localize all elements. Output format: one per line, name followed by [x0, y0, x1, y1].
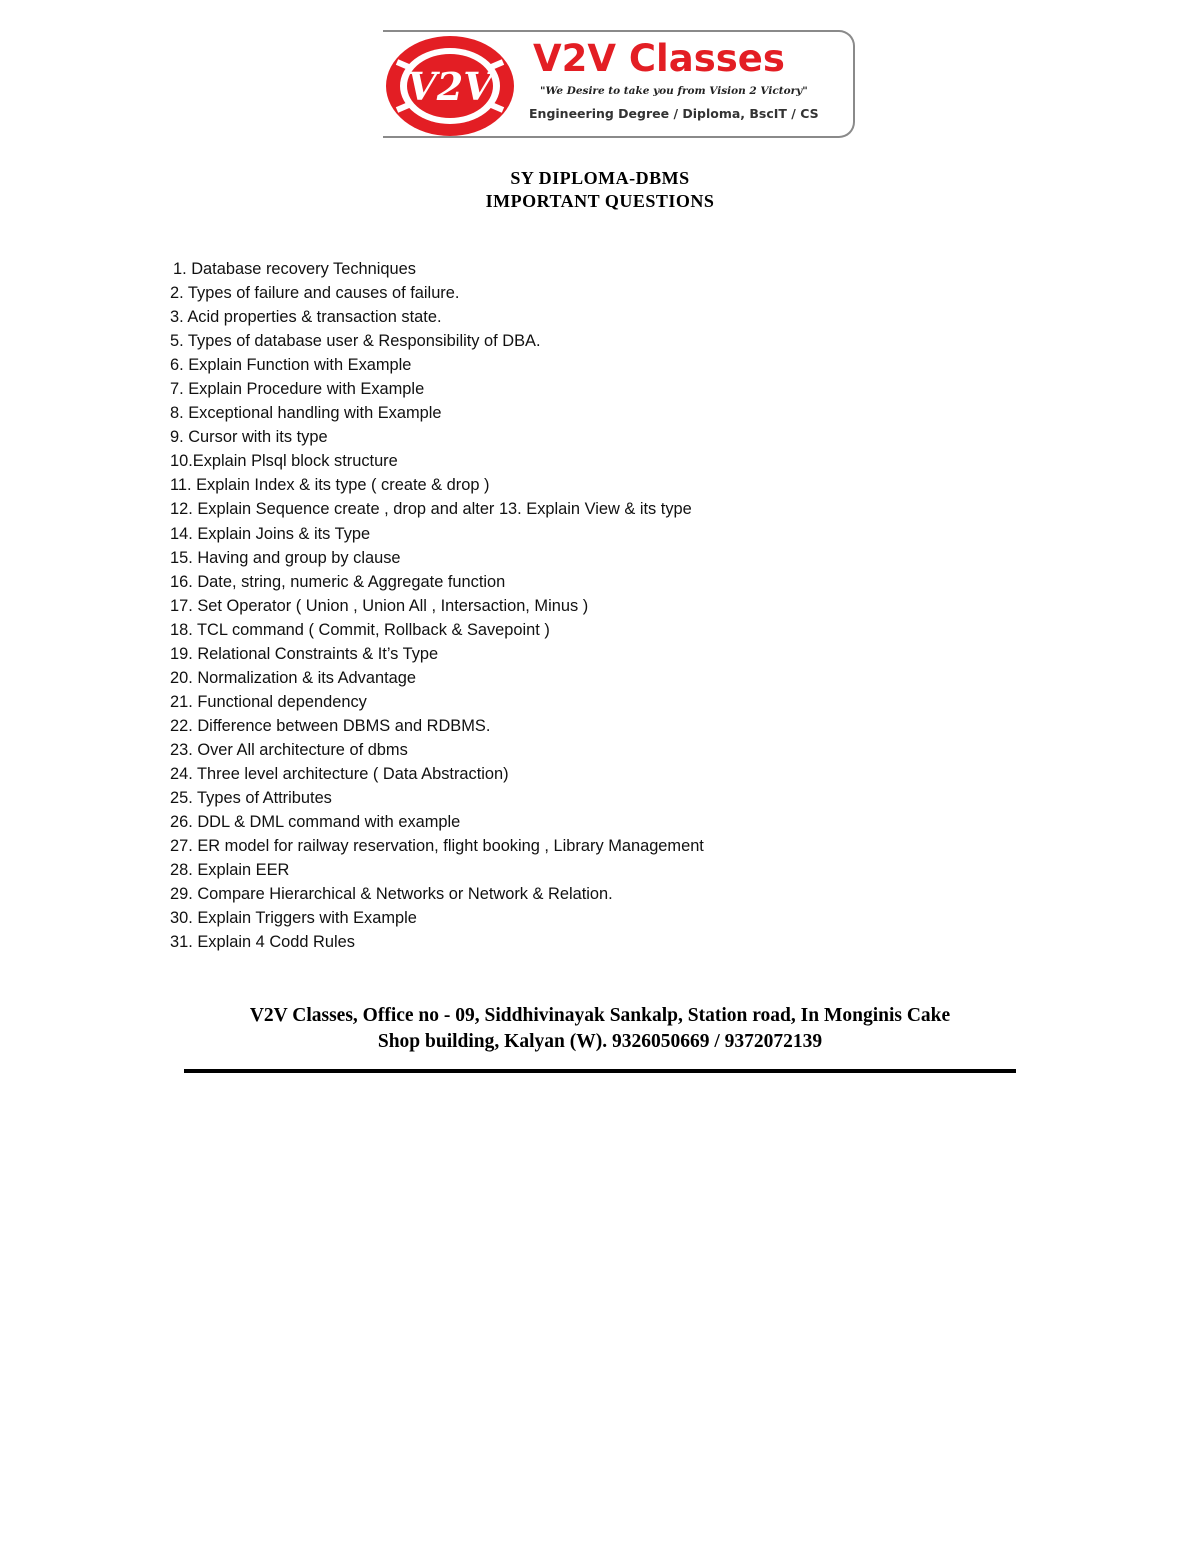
- question-item: 27. ER model for railway reservation, flight booking , Library Management: [170, 837, 704, 856]
- question-item: 22. Difference between DBMS and RDBMS.: [170, 716, 491, 735]
- question-item: 14. Explain Joins & its Type: [170, 524, 371, 543]
- brand-tagline: "We Desire to take you from Vision 2 Victory": [540, 85, 808, 97]
- question-item: 26. DDL & DML command with example: [170, 813, 461, 832]
- question-item: 8. Exceptional handling with Example: [170, 404, 442, 423]
- document-title: SY DIPLOMA-DBMS: [510, 168, 690, 188]
- question-item: 21. Functional dependency: [170, 692, 367, 711]
- question-item: 3. Acid properties & transaction state.: [170, 308, 442, 327]
- footer-address-line2: Shop building, Kalyan (W). 9326050669 / 9372072139: [377, 1031, 823, 1052]
- question-item: 7. Explain Procedure with Example: [170, 380, 425, 399]
- question-item: 17. Set Operator ( Union , Union All , Intersaction, Minus ): [170, 596, 589, 615]
- question-item: 18. TCL command ( Commit, Rollback & Savepoint ): [170, 620, 550, 639]
- v2v-logo-icon: [383, 34, 517, 138]
- document-subtitle: IMPORTANT QUESTIONS: [485, 191, 715, 211]
- question-item: 25. Types of Attributes: [170, 789, 332, 808]
- question-item: 19. Relational Constraints & It’s Type: [170, 644, 439, 663]
- question-item: 9. Cursor with its type: [170, 428, 328, 447]
- question-item: 10.Explain Plsql block structure: [170, 452, 398, 471]
- footer-divider: [184, 1069, 1016, 1073]
- question-item: 6. Explain Function with Example: [170, 356, 412, 375]
- question-item: 29. Compare Hierarchical & Networks or Network & Relation.: [170, 885, 613, 904]
- question-item: 23. Over All architecture of dbms: [170, 740, 408, 759]
- brand-subline: Engineering Degree / Diploma, BscIT / CS: [529, 106, 819, 121]
- brand-name: V2V Classes: [533, 37, 785, 80]
- question-item: 5. Types of database user & Responsibility of DBA.: [170, 332, 541, 351]
- question-item: 31. Explain 4 Codd Rules: [170, 933, 355, 952]
- footer-address-line1: V2V Classes, Office no - 09, Siddhivinayak Sankalp, Station road, In Monginis Cake: [249, 1005, 951, 1026]
- question-item: 11. Explain Index & its type ( create & drop ): [170, 476, 490, 495]
- question-item: 1. Database recovery Techniques: [173, 260, 416, 278]
- question-item: 16. Date, string, numeric & Aggregate function: [170, 572, 506, 591]
- question-item: 2. Types of failure and causes of failure.: [170, 284, 460, 303]
- question-item: 12. Explain Sequence create , drop and alter 13. Explain View & its type: [170, 500, 692, 519]
- question-item: 15. Having and group by clause: [170, 548, 401, 567]
- question-item: 30. Explain Triggers with Example: [170, 909, 417, 928]
- question-item: 20. Normalization & its Advantage: [170, 668, 416, 687]
- question-item: 24. Three level architecture ( Data Abstraction): [170, 764, 509, 783]
- question-list: [170, 257, 704, 954]
- question-item: 28. Explain EER: [170, 861, 290, 880]
- logo-mark-text: V2V: [407, 64, 493, 109]
